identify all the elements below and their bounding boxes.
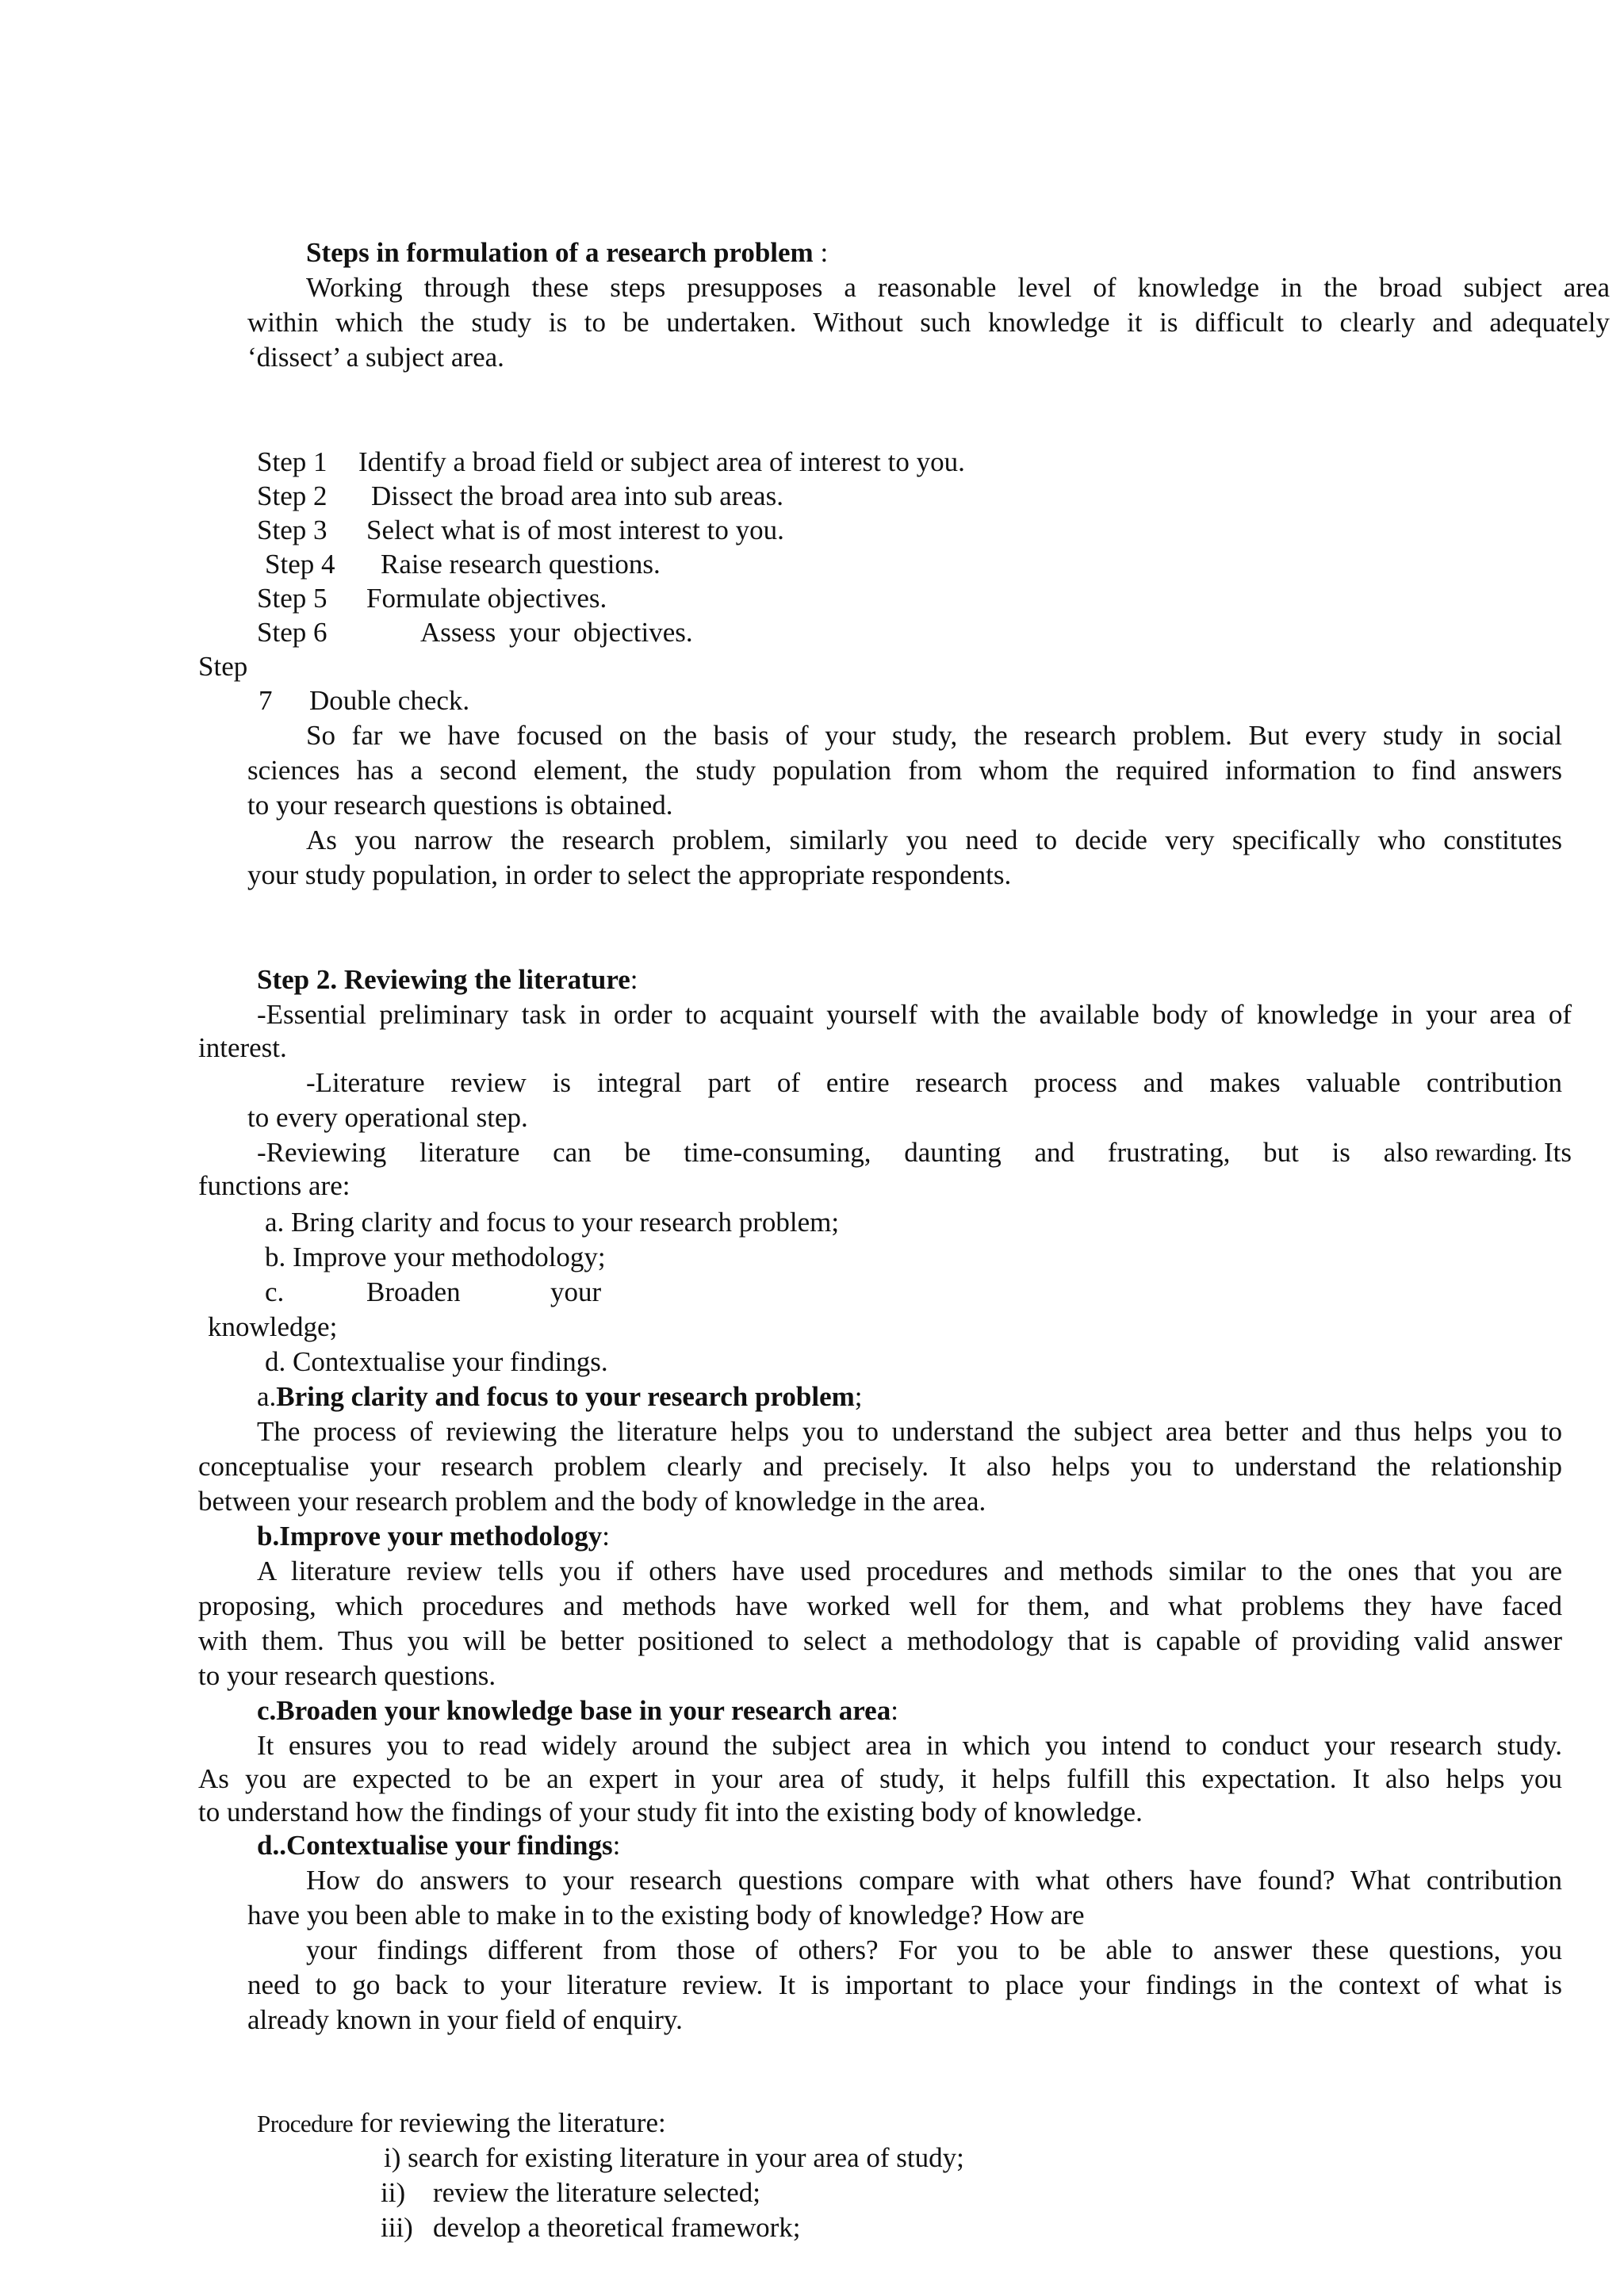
sub-b-heading: b.Improve your methodology: bbox=[257, 1521, 610, 1552]
bullet-2-line-2: to every operational step. bbox=[247, 1102, 528, 1133]
function-c-word-2: your bbox=[550, 1276, 602, 1307]
sub-b-line-3: with them. Thus you will be better positioned to select a methodology that is capable of providing valid answer bbox=[198, 1625, 1562, 1656]
sub-a-line-1: The process of reviewing the literature helps you to understand the subject area better and thus helps you to bbox=[257, 1416, 1562, 1447]
step-3-label: Step 3 bbox=[257, 515, 327, 545]
bullet-2-line-1: -Literature review is integral part of entire research process and makes valuable contribution bbox=[306, 1067, 1562, 1098]
bullet-3-its: Its bbox=[1537, 1137, 1572, 1168]
intro-line-2: within which the study is to be undertaken. Without such knowledge it is difficult to clearly and adequately bbox=[247, 307, 1610, 338]
bullet-3-main-text: -Reviewing literature can be time-consuming, daunting and frustrating, but is also bbox=[257, 1137, 1429, 1168]
sub-b-line-4: to your research questions. bbox=[198, 1660, 496, 1691]
function-c-word-1: Broaden bbox=[366, 1276, 461, 1307]
function-a: a. Bring clarity and focus to your research problem; bbox=[265, 1207, 840, 1238]
step-7-number: 7 bbox=[259, 685, 273, 716]
section-heading-formulation: Steps in formulation of a research problem : bbox=[306, 237, 829, 268]
intro-line-1: Working through these steps presupposes a reasonable level of knowledge in the broad subject area bbox=[306, 272, 1610, 303]
bullet-3-line-1 bbox=[257, 1135, 1572, 1170]
step-1-label: Step 1 bbox=[257, 446, 327, 477]
paragraph1-line-1: So far we have focused on the basis of your study, the research problem. But every study in social bbox=[306, 720, 1562, 751]
procedure-item-3-text: develop a theoretical framework; bbox=[433, 2212, 801, 2243]
procedure-item-3-number: iii) bbox=[381, 2212, 413, 2243]
bullet-3-line-2: functions are: bbox=[198, 1170, 350, 1201]
procedure-text: for reviewing the literature: bbox=[353, 2107, 666, 2138]
sub-c-heading: c.Broaden your knowledge base in your research area: bbox=[257, 1695, 898, 1726]
bullet-3-rewarding: rewarding. bbox=[1434, 1138, 1538, 1166]
sub-d-heading: d..Contextualise your findings: bbox=[257, 1830, 621, 1861]
sub-c-line-1: It ensures you to read widely around the subject area in which you intend to conduct your research study. bbox=[257, 1730, 1562, 1761]
intro-line-3: ‘dissect’ a subject area. bbox=[247, 342, 504, 373]
section-heading-literature: Step 2. Reviewing the literature: bbox=[257, 964, 638, 995]
function-b: b. Improve your methodology; bbox=[265, 1242, 606, 1272]
paragraph2-line-2: your study population, in order to select the appropriate respondents. bbox=[247, 859, 1012, 890]
sub-c-line-3: to understand how the findings of your study fit into the existing body of knowledge. bbox=[198, 1797, 1143, 1827]
step-4-text: Raise research questions. bbox=[381, 549, 661, 580]
bullet-1-line-2: interest. bbox=[198, 1032, 287, 1063]
bullet-1-line-1: -Essential preliminary task in order to acquaint yourself with the available body of knowledge in your area of bbox=[257, 999, 1572, 1030]
paragraph2-line-1: As you narrow the research problem, similarly you need to decide very specifically who constitutes bbox=[306, 825, 1562, 855]
procedure-heading bbox=[257, 2106, 666, 2141]
function-c-letter: c. bbox=[265, 1276, 285, 1307]
function-d: d. Contextualise your findings. bbox=[265, 1346, 608, 1377]
sub-a-line-3: between your research problem and the body of knowledge in the area. bbox=[198, 1486, 986, 1517]
sub-a-heading: a.Bring clarity and focus to your research problem; bbox=[257, 1381, 863, 1412]
sub-d-line-2: have you been able to make in to the existing body of knowledge? How are bbox=[247, 1900, 1085, 1931]
procedure-item-2-number: ii) bbox=[381, 2177, 406, 2208]
procedure-label: Procedure bbox=[257, 2110, 354, 2137]
procedure-item-1: i) search for existing literature in your area of study; bbox=[384, 2142, 964, 2173]
paragraph1-line-3: to your research questions is obtained. bbox=[247, 790, 673, 821]
step-2-text: Dissect the broad area into sub areas. bbox=[371, 480, 783, 511]
sub-d-line-3: your findings different from those of others? For you to be able to answer these questions, you bbox=[306, 1934, 1562, 1965]
step-7-label: Step bbox=[198, 651, 248, 682]
step-4-label: Step 4 bbox=[265, 549, 335, 580]
step-5-text: Formulate objectives. bbox=[366, 583, 607, 614]
sub-d-line-5: already known in your field of enquiry. bbox=[247, 2004, 683, 2035]
function-c-word-3: knowledge; bbox=[208, 1311, 338, 1342]
step-2-label: Step 2 bbox=[257, 480, 327, 511]
sub-b-line-2: proposing, which procedures and methods have worked well for them, and what problems they have faced bbox=[198, 1590, 1562, 1621]
sub-c-line-2: As you are expected to be an expert in your area of study, it helps fulfill this expectation. It also helps you bbox=[198, 1763, 1562, 1794]
step-1-text: Identify a broad field or subject area of interest to you. bbox=[358, 446, 965, 477]
step-6-text: Assess your objectives. bbox=[420, 617, 693, 648]
step-5-label: Step 5 bbox=[257, 583, 327, 614]
step-7-text: Double check. bbox=[309, 685, 470, 716]
step-3-text: Select what is of most interest to you. bbox=[366, 515, 784, 545]
procedure-item-2-text: review the literature selected; bbox=[433, 2177, 760, 2208]
sub-a-line-2: conceptualise your research problem clearly and precisely. It also helps you to understand the relationship bbox=[198, 1451, 1562, 1482]
step-6-label: Step 6 bbox=[257, 617, 327, 648]
sub-b-line-1: A literature review tells you if others have used procedures and methods similar to the ones that you are bbox=[257, 1556, 1562, 1586]
sub-d-line-4: need to go back to your literature review. It is important to place your findings in the context of what is bbox=[247, 1969, 1562, 2000]
paragraph1-line-2: sciences has a second element, the study population from whom the required information to find answers bbox=[247, 755, 1562, 786]
sub-d-line-1: How do answers to your research questions compare with what others have found? What contribution bbox=[306, 1865, 1562, 1896]
